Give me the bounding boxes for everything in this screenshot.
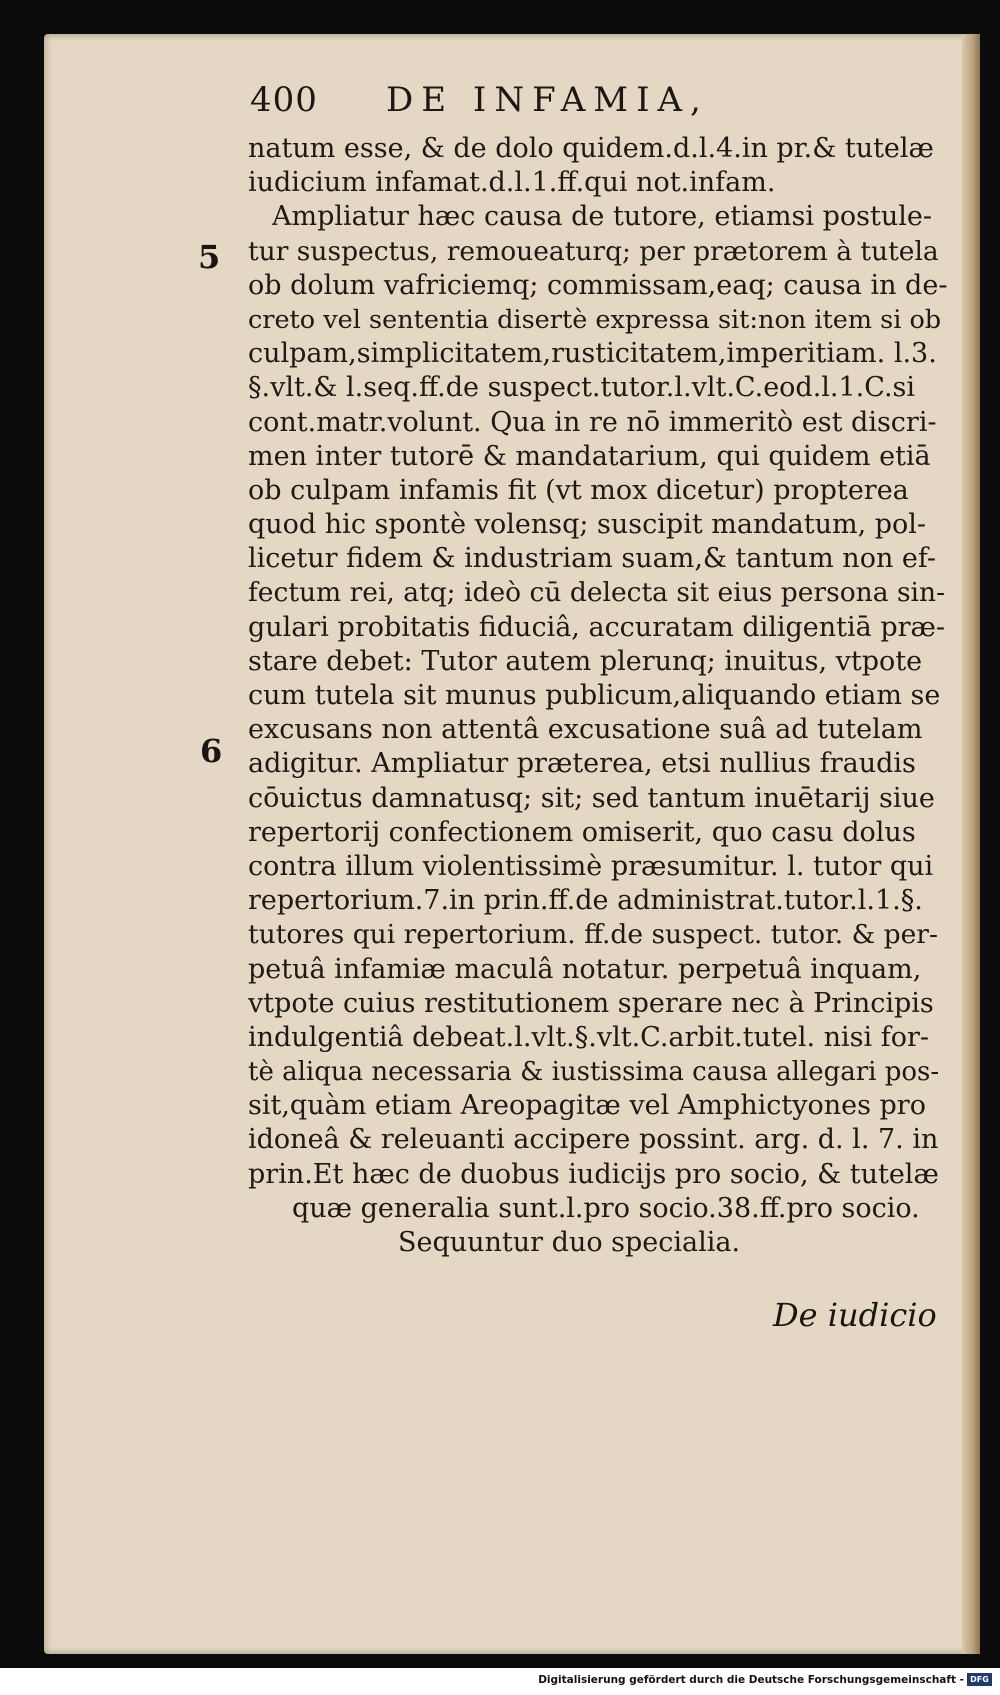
text-line: prin.Et hæc de duobus iudicijs pro socio, & tutelæ	[248, 1158, 939, 1190]
margin-note-5: 5	[198, 238, 221, 276]
text-line: vtpote cuius restitutionem sperare nec à Principis	[248, 987, 934, 1019]
body-text	[248, 132, 948, 1260]
page-edge	[962, 34, 980, 1654]
text-line: natum esse, & de dolo quidem.d.l.4.in pr.& tutelæ	[248, 133, 934, 164]
text-line: cōuictus damnatusq; sit; sed tantum inuētarij siue	[248, 782, 935, 814]
text-line: cum tutela sit munus publicum,aliquando etiam se	[248, 680, 941, 711]
text-line: quæ generalia sunt.l.pro socio.38.ff.pro socio.	[292, 1192, 920, 1224]
text-line: stare debet: Tutor autem plerunq; inuitus, vtpote	[248, 645, 923, 677]
text-line: tutores qui repertorium. ff.de suspect. tutor. & per-	[248, 919, 938, 951]
text-line: sit,quàm etiam Areopagitæ vel Amphictyones pro	[248, 1090, 926, 1122]
text-line: contra illum violentissimè præsumitur. l. tutor qui	[248, 850, 934, 882]
text-line: men inter tutorē & mandatarium, qui quidem etiā	[248, 440, 931, 472]
text-line: culpam,simplicitatem,rusticitatem,imperitiam. l.3.	[248, 338, 937, 370]
funding-notice: Digitalisierung gefördert durch die Deutsche Forschungsgemeinschaft -	[538, 1674, 964, 1686]
text-line: quod hic spontè volensq; suscipit mandatum, pol-	[248, 509, 927, 541]
text-line: excusans non attentâ excusatione suâ ad tutelam	[248, 714, 923, 746]
margin-note-6: 6	[200, 732, 223, 770]
running-title: DE INFAMIA,	[386, 80, 709, 120]
text-line: cont.matr.volunt. Qua in re nō immeritò est discri-	[248, 406, 937, 438]
text-line: fectum rei, atq; ideò cū delecta sit eius persona sin-	[248, 577, 946, 609]
text-line: adigitur. Ampliatur præterea, etsi nullius fraudis	[248, 748, 916, 780]
text-line: tur suspectus, remoueaturq; per prætorem à tutela	[248, 235, 939, 267]
page-number: 400	[250, 80, 318, 120]
text-line: repertorium.7.in prin.ff.de administrat.tutor.l.1.§.	[248, 885, 923, 917]
text-line: ob dolum vafriciemq; commissam,eaq; causa in de-	[248, 269, 948, 301]
catchword: De iudicio	[773, 1296, 937, 1334]
text-line: creto vel sententia disertè expressa sit:non item si ob	[248, 304, 942, 335]
text-line: Sequuntur duo specialia.	[398, 1227, 741, 1258]
text-line: iudicium infamat.d.l.1.ff.qui not.infam.	[248, 167, 776, 199]
text-line: ob culpam infamis fit (vt mox dicetur) propterea	[248, 474, 909, 506]
footer	[0, 1668, 1000, 1695]
text-line: tè aliqua necessaria & iustissima causa allegari pos-	[248, 1057, 940, 1088]
text-line: gulari probitatis fiduciâ, accuratam diligentiā præ-	[248, 611, 946, 643]
dfg-logo-icon: DFG	[967, 1673, 992, 1686]
text-line: licetur fidem & industriam suam,& tantum non ef-	[248, 543, 937, 575]
text-line: Ampliatur hæc causa de tutore, etiamsi postule-	[272, 201, 932, 233]
text-line: petuâ infamiæ maculâ notatur. perpetuâ inquam,	[248, 953, 922, 985]
text-line: §.vlt.& l.seq.ff.de suspect.tutor.l.vlt.C.eod.l.1.C.si	[248, 372, 916, 404]
text-line: indulgentiâ debeat.l.vlt.§.vlt.C.arbit.tutel. nisi for-	[248, 1021, 930, 1053]
text-line: idoneâ & releuanti accipere possint. arg. d. l. 7. in	[248, 1124, 939, 1156]
text-line: repertorij confectionem omiserit, quo casu dolus	[248, 816, 916, 848]
running-head	[210, 74, 770, 130]
